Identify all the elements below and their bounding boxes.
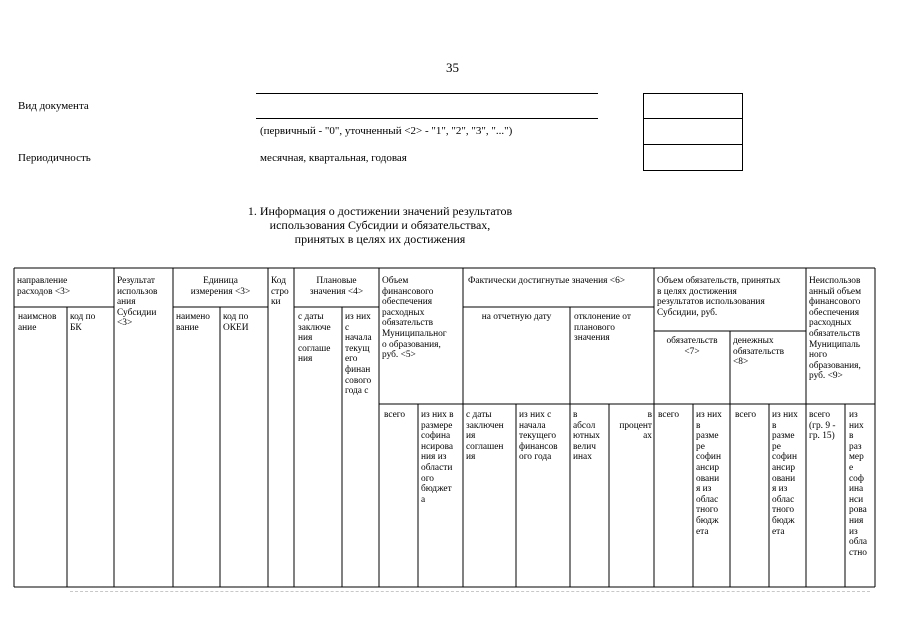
periodicity-value: месячная, квартальная, годовая bbox=[260, 152, 407, 164]
col-unused: Неиспользов анный объем финансового обеспечения расходных обязательств Муниципаль ного образования, руб. <9> bbox=[809, 276, 862, 382]
doc-type-label: Вид документа bbox=[18, 100, 89, 112]
col-actual-since-year: из них с начала текущего финансов ого года bbox=[519, 410, 558, 463]
col-unit: Единица измерения <3> bbox=[190, 276, 251, 297]
doc-type-code-box[interactable] bbox=[643, 93, 743, 119]
periodicity-label: Периодичность bbox=[18, 152, 91, 164]
col-actual-report-date: на отчетную дату bbox=[481, 312, 552, 322]
col-obligations-total: всего bbox=[658, 410, 680, 420]
doc-type-line-top bbox=[256, 93, 598, 94]
col-monetary-cofin: из них в разме ре софин ансир овани я из облас тного бюдж ета bbox=[772, 410, 798, 537]
col-planned-since-year: из них с начала текущ его финан сового года с bbox=[345, 312, 372, 397]
col-planned: Плановые значения <4> bbox=[309, 276, 364, 297]
col-monetary-sub: денежных обязательств <8> bbox=[733, 336, 785, 368]
col-actual-deviation: отклонение от планового значения bbox=[574, 312, 631, 344]
col-volume-total: всего bbox=[384, 410, 406, 420]
col-unused-total: всего (гр. 9 - гр. 15) bbox=[809, 410, 836, 442]
col-result: Результат использов ания Субсидии <3> bbox=[117, 276, 158, 329]
col-obligations: Объем обязательств, принятых в целях достижения результатов использования Субсидии, руб. bbox=[657, 276, 781, 318]
col-obligations-cofin: из них в разме ре софин ансир овани я из облас тного бюдж ета bbox=[696, 410, 722, 537]
col-actual-from-date: с даты заключен ия соглашен ия bbox=[466, 410, 504, 463]
section-title: 1. Информация о достижении значений результатов использования Субсидии и обязательствах, принятых в целях их достижения bbox=[247, 204, 513, 246]
doc-type-line bbox=[256, 118, 598, 119]
col-planned-from-date: с даты заключе ния соглаше ния bbox=[298, 312, 331, 365]
scan-artifact-line bbox=[70, 591, 870, 592]
col-actual-pct: в процент ах bbox=[619, 410, 652, 442]
doc-type-hint: (первичный - "0", уточненный <2> - "1", "2", "3", "...") bbox=[260, 125, 513, 137]
col-monetary-total: всего bbox=[735, 410, 757, 420]
col-actual-abs: в абсол ютных велич инах bbox=[573, 410, 600, 463]
page-number: 35 bbox=[446, 60, 459, 75]
col-volume: Объем финансового обеспечения расходных обязательств Муниципальног о образования, руб. <5> bbox=[382, 276, 447, 361]
col-volume-cofin: из них в размере софина нсирова ния из области ого бюджет а bbox=[421, 410, 454, 505]
periodicity-code-box[interactable] bbox=[643, 144, 743, 171]
col-direction-code: код по БК bbox=[70, 312, 96, 333]
col-unit-name: наимено вание bbox=[176, 312, 210, 333]
col-direction-name: наимснов ание bbox=[18, 312, 57, 333]
col-actual: Фактически достигнутые значения <6> bbox=[468, 276, 626, 286]
col-direction: направление расходов <3> bbox=[17, 276, 71, 297]
col-unused-cofin: из них в раз мер е соф ина нси рова ния из обла стно bbox=[849, 410, 868, 558]
col-obligations-sub: обязательств <7> bbox=[666, 336, 718, 357]
col-line-code: Код стро ки bbox=[271, 276, 289, 308]
doc-type-code-box-2[interactable] bbox=[643, 118, 743, 145]
col-unit-code: код по ОКЕИ bbox=[223, 312, 249, 333]
